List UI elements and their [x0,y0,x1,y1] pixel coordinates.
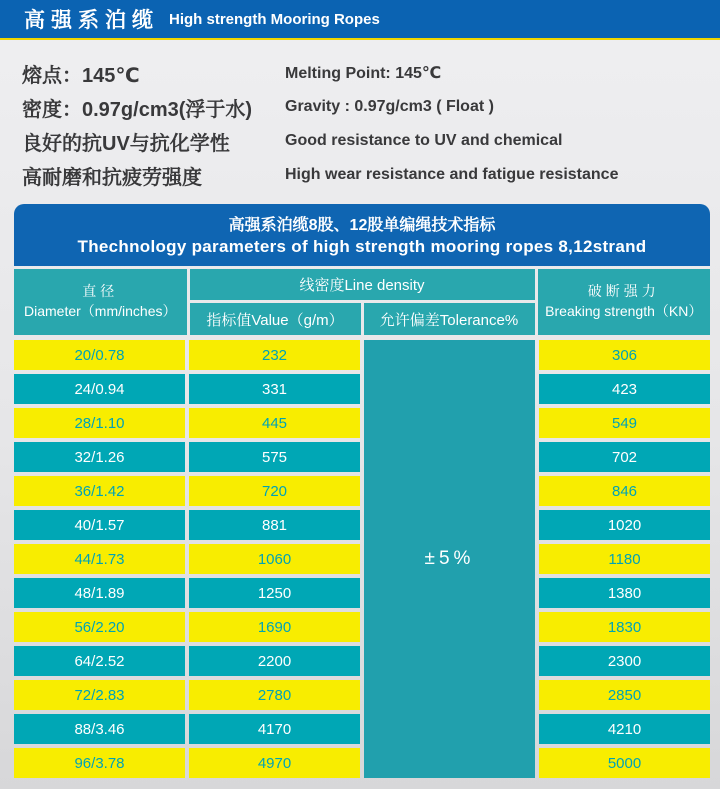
property-en: Gravity : 0.97g/cm3 ( Float ) [285,98,494,115]
table-body [14,340,710,778]
property-zh: 良好的抗UV与抗化学性 [22,132,230,155]
diameter-cell: 36/1.42 [14,476,185,506]
breaking-cell: 702 [539,442,710,472]
property-row [22,124,720,158]
tolerance-merged-cell: ±5% [364,340,535,778]
col-header-tolerance: 允许偏差Tolerance% [364,303,535,335]
property-en: Melting Point: 145℃ [285,65,442,82]
value-column [189,340,360,778]
property-row [22,90,720,124]
value-cell: 1250 [189,578,360,608]
value-cell: 2780 [189,680,360,710]
breaking-cell: 5000 [539,748,710,778]
diameter-cell: 96/3.78 [14,748,185,778]
col-header-breaking-en: Breaking strength（KN） [545,303,703,319]
property-zh: 高耐磨和抗疲劳强度 [22,166,202,189]
value-cell: 445 [189,408,360,438]
breaking-cell: 4210 [539,714,710,744]
value-cell: 720 [189,476,360,506]
table-title [14,204,710,266]
breaking-cell: 1180 [539,544,710,574]
col-group-line-density [190,269,535,335]
tolerance-column [364,340,535,778]
breaking-strength-column [539,340,710,778]
property-zh: 熔点：145℃ [22,64,140,87]
diameter-cell: 88/3.46 [14,714,185,744]
value-cell: 4970 [189,748,360,778]
col-header-value: 指标值Value（g/m） [190,303,361,335]
properties-section [0,40,720,192]
col-header-line-density: 线密度Line density [190,269,535,300]
col-header-breaking-strength [538,269,711,335]
product-title-zh: 高强系泊缆 [24,9,159,32]
breaking-cell: 2850 [539,680,710,710]
property-row [22,158,720,192]
breaking-cell: 423 [539,374,710,404]
value-cell: 4170 [189,714,360,744]
table-header-row [14,269,710,335]
breaking-cell: 1020 [539,510,710,540]
spec-table [14,204,710,778]
breaking-cell: 846 [539,476,710,506]
breaking-cell: 306 [539,340,710,370]
header-bar [0,0,720,40]
diameter-cell: 20/0.78 [14,340,185,370]
value-cell: 1690 [189,612,360,642]
breaking-cell: 549 [539,408,710,438]
col-header-breaking-zh: 破断强力 [587,283,660,300]
breaking-cell: 1380 [539,578,710,608]
diameter-cell: 44/1.73 [14,544,185,574]
col-header-diameter-zh: 直径 [82,283,119,300]
diameter-cell: 72/2.83 [14,680,185,710]
property-en: Good resistance to UV and chemical [285,132,563,149]
diameter-cell: 28/1.10 [14,408,185,438]
diameter-cell: 64/2.52 [14,646,185,676]
property-en: High wear resistance and fatigue resistance [285,166,619,183]
product-title-en: High strength Mooring Ropes [169,10,380,28]
value-cell: 1060 [189,544,360,574]
property-row [22,56,720,90]
diameter-cell: 32/1.26 [14,442,185,472]
diameter-cell: 40/1.57 [14,510,185,540]
breaking-cell: 1830 [539,612,710,642]
line-density-subheaders [190,303,535,335]
value-cell: 331 [189,374,360,404]
value-cell: 575 [189,442,360,472]
table-title-zh: 高强系泊缆8股、12股单编绳技术指标 [228,217,496,234]
property-zh: 密度：0.97g/cm3(浮于水) [22,98,253,121]
diameter-cell: 24/0.94 [14,374,185,404]
value-cell: 232 [189,340,360,370]
breaking-cell: 2300 [539,646,710,676]
diameter-cell: 48/1.89 [14,578,185,608]
col-header-diameter [14,269,187,335]
value-cell: 881 [189,510,360,540]
value-cell: 2200 [189,646,360,676]
diameter-cell: 56/2.20 [14,612,185,642]
col-header-diameter-en: Diameter（mm/inches） [24,303,177,319]
diameter-column [14,340,185,778]
table-title-en: Thechnology parameters of high strength mooring ropes 8,12strand [77,237,647,256]
